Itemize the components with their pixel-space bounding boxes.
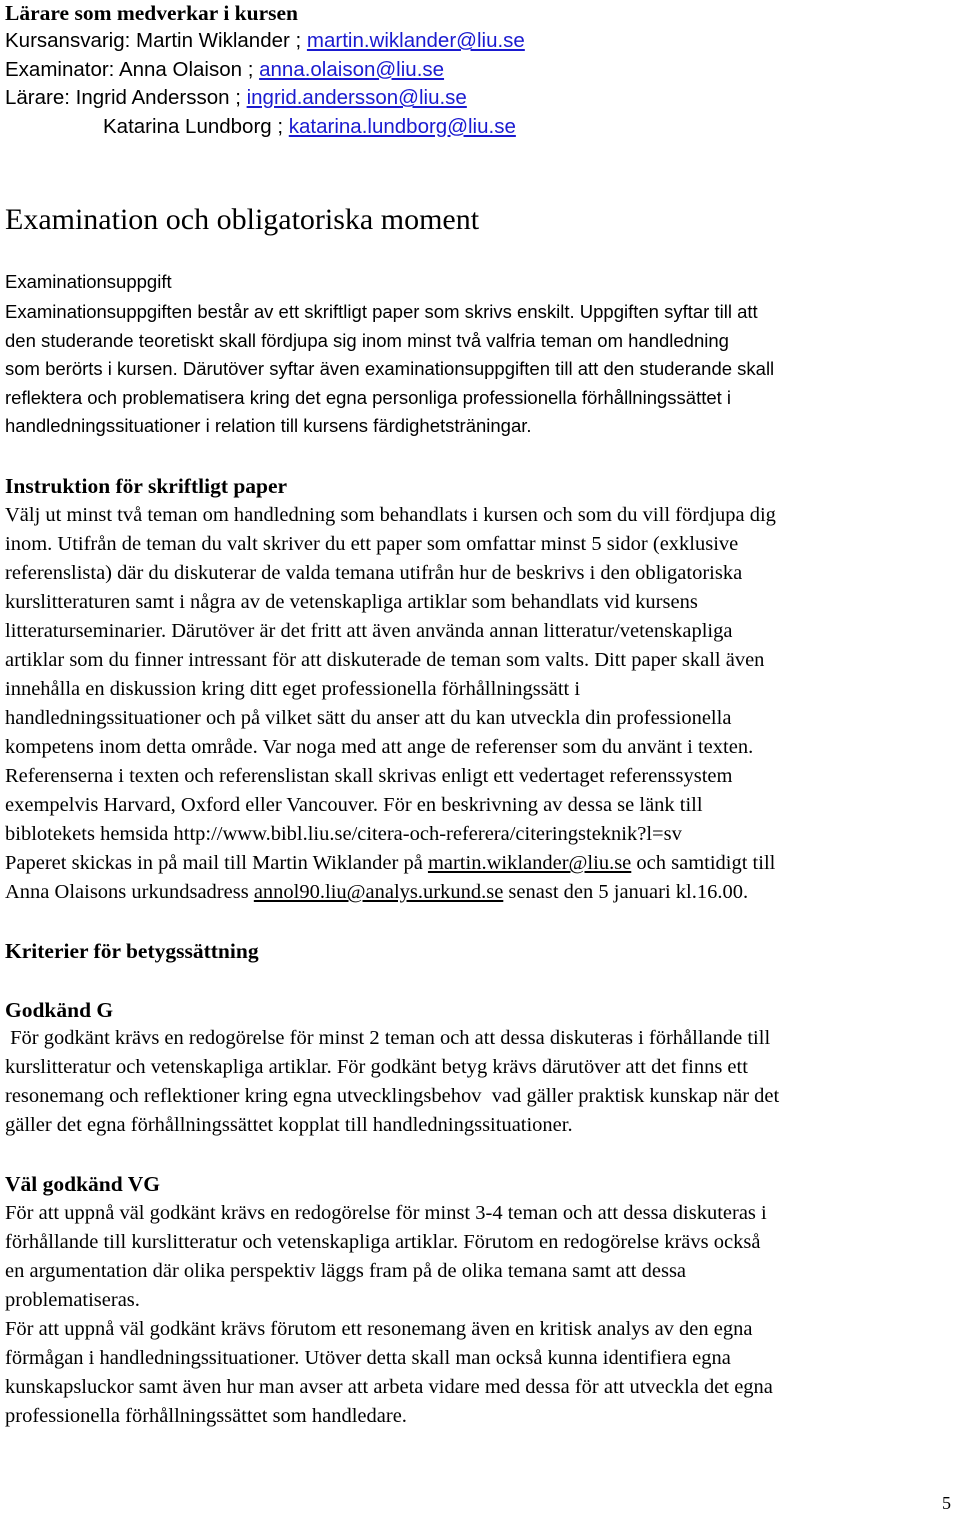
instruction-paragraph — [5, 501, 957, 907]
criteria-heading: Kriterier för betygssättning — [5, 939, 259, 963]
grade-vg-paragraph — [5, 1199, 957, 1431]
teacher-row — [5, 113, 957, 142]
paragraph-line: reflektera och problematisera kring det egna personliga professionella förhållningssättet i — [5, 386, 732, 408]
paragraph-line: professionella förhållningssättet som handledare. — [5, 1405, 407, 1427]
exam-paragraph — [5, 298, 957, 441]
email-link[interactable]: katarina.lundborg@liu.se — [288, 114, 516, 138]
email-link[interactable]: annol90.liu@analys.urkund.se — [253, 881, 504, 903]
instruction-heading: Instruktion för skriftligt paper — [5, 474, 288, 498]
exam-subheading: Examinationsuppgift — [5, 271, 172, 292]
paragraph-line: den studerande teoretiskt skall fördjupa sig inom minst två valfria teman om handledning — [5, 329, 729, 351]
teacher-role: Lärare: Ingrid Andersson ; — [5, 86, 247, 109]
teacher-role: Kursansvarig: Martin Wiklander ; — [5, 29, 307, 52]
submit-text: senast den 5 januari kl.16.00. — [503, 881, 749, 903]
grade-g-paragraph — [5, 1024, 957, 1140]
paragraph-line: kurslitteratur och vetenskapliga artiklar. För godkänt betyg krävs därutöver att det finns ett — [5, 1056, 748, 1078]
paragraph-line: Examinationsuppgiften består av ett skriftligt paper som skrivs enskilt. Uppgiften syftar till att — [5, 301, 758, 322]
paragraph-line: Välj ut minst två teman om handledning som behandlats i kursen och som du vill fördjupa dig — [5, 504, 776, 526]
teacher-row — [5, 84, 957, 113]
paragraph-line: biblotekets hemsida http://www.bibl.liu.se/citera-och-referera/citeringsteknik?l=sv — [5, 823, 682, 845]
paragraph-line: kurslitteraturen samt i några av de vetenskapliga artiklar som behandlats vid kursens — [5, 591, 698, 613]
teachers-heading: Lärare som medverkar i kursen — [5, 1, 299, 25]
paragraph-line: problematiseras. — [5, 1289, 140, 1311]
paragraph-line: För godkänt krävs en redogörelse för minst 2 teman och att dessa diskuteras i förhållande till — [5, 1027, 771, 1049]
paragraph-line: referenslista) där du diskuterar de valda temana utifrån hur de beskrivs i den obligatoriska — [5, 562, 743, 584]
submit-line — [5, 849, 957, 878]
paragraph-line: För att uppnå väl godkänt krävs en redogörelse för minst 3-4 teman och att dessa diskuteras i — [5, 1202, 767, 1224]
email-link[interactable]: anna.olaison@liu.se — [259, 57, 445, 81]
paragraph-line: exempelvis Harvard, Oxford eller Vancouver. För en beskrivning av dessa se länk till — [5, 794, 703, 816]
teacher-role: Examinator: Anna Olaison ; — [5, 57, 260, 81]
paragraph-line: en argumentation där olika perspektiv läggs fram på de olika temana samt att dessa — [5, 1260, 687, 1282]
exam-heading: Examination och obligatoriska moment — [5, 203, 480, 236]
paragraph-line: som berörts i kursen. Därutöver syftar även examinationsuppgiften till att den studerande skall — [5, 358, 775, 379]
teachers-list — [5, 27, 957, 141]
paragraph-line: artiklar som du finner intressant för att diskuterade de teman som valts. Ditt paper skall även — [5, 649, 765, 671]
email-link[interactable]: martin.wiklander@liu.se — [427, 852, 632, 874]
page-number: 5 — [942, 1493, 951, 1513]
email-link[interactable]: ingrid.andersson@liu.se — [246, 86, 467, 109]
teacher-row — [5, 27, 957, 56]
grade-vg-heading: Väl godkänd VG — [5, 1172, 160, 1196]
paragraph-line: förmågan i handledningssituationer. Utöver detta skall man också kunna identifiera egna — [5, 1347, 731, 1369]
teacher-row — [5, 56, 957, 85]
submit-text: Paperet skickas in på mail till Martin Wiklander på — [5, 852, 428, 874]
submit-line — [5, 878, 957, 907]
paragraph-line: kunskapsluckor samt även hur man avser att arbeta vidare med dessa för att utveckla det egna — [5, 1376, 773, 1398]
paragraph-line: förhållande till kurslitteratur och vetenskapliga artiklar. Förutom en redogörelse krävs också — [5, 1231, 761, 1253]
paragraph-line: resonemang och reflektioner kring egna utvecklingsbehov vad gäller praktisk kunskap när det — [5, 1085, 780, 1107]
paragraph-line: handledningssituationer i relation till kursens färdighetsträningar. — [5, 415, 532, 436]
grade-g-heading: Godkänd G — [5, 998, 114, 1022]
paragraph-line: litteraturseminarier. Därutöver är det fritt att även använda annan litteratur/vetenskapliga — [5, 620, 733, 642]
paragraph-line: För att uppnå väl godkänt krävs förutom ett resonemang även en kritisk analys av den egna — [5, 1318, 753, 1340]
paragraph-line: handledningssituationer och på vilket sätt du anser att du kan utveckla din professionella — [5, 707, 732, 729]
paragraph-line: gäller det egna förhållningssättet kopplat till handledningssituationer. — [5, 1114, 573, 1136]
teacher-role: Katarina Lundborg ; — [103, 114, 289, 138]
submit-text: Anna Olaisons urkundsadress — [5, 881, 254, 903]
submit-text: och samtidigt till — [631, 852, 776, 874]
email-link[interactable]: martin.wiklander@liu.se — [306, 29, 525, 52]
paragraph-line: innehålla en diskussion kring ditt eget professionella förhållningssätt i — [5, 678, 581, 700]
paragraph-line: Referenserna i texten och referenslistan skall skrivas enligt ett vedertaget referenssystem — [5, 765, 733, 787]
paragraph-line: kompetens inom detta område. Var noga med att ange de referenser som du använt i texten. — [5, 736, 754, 758]
paragraph-line: inom. Utifrån de teman du valt skriver du ett paper som omfattar minst 5 sidor (exklusive — [5, 533, 739, 555]
